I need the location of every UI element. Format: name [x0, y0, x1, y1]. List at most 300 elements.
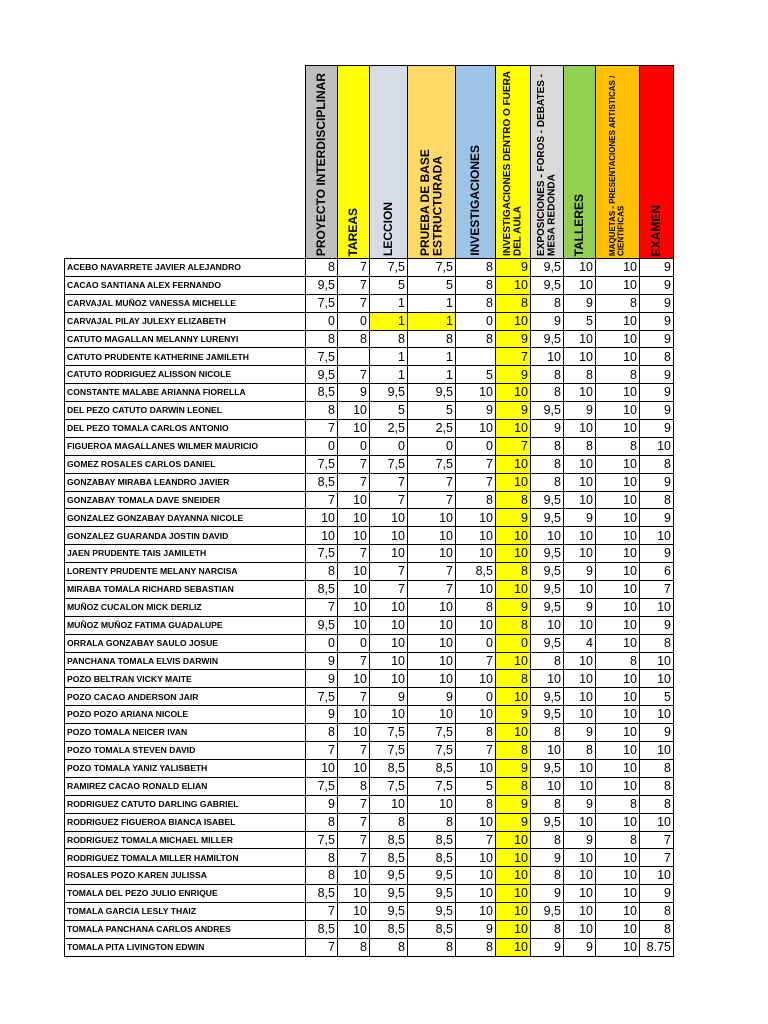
- grade-cell[interactable]: 9: [564, 724, 596, 742]
- grade-cell[interactable]: 10: [496, 384, 531, 402]
- grade-cell[interactable]: 10: [370, 634, 408, 652]
- grade-cell[interactable]: 10: [640, 652, 674, 670]
- grade-cell[interactable]: 9: [408, 688, 456, 706]
- grade-cell[interactable]: 10: [596, 813, 640, 831]
- grade-cell[interactable]: 10: [338, 581, 370, 599]
- grade-cell[interactable]: 10: [596, 616, 640, 634]
- grade-cell[interactable]: 9: [496, 259, 531, 277]
- grade-cell[interactable]: 10: [370, 527, 408, 545]
- grade-cell[interactable]: 10: [370, 616, 408, 634]
- grade-cell[interactable]: 9,5: [306, 366, 338, 384]
- grade-cell[interactable]: 1: [370, 312, 408, 330]
- grade-cell[interactable]: 9: [531, 938, 564, 956]
- grade-cell[interactable]: 8: [456, 938, 496, 956]
- grade-cell[interactable]: 9: [306, 706, 338, 724]
- student-name[interactable]: DEL PEZO CATUTO DARWIN LEONEL: [65, 402, 306, 420]
- grade-cell[interactable]: 8: [640, 455, 674, 473]
- grade-cell[interactable]: 7: [456, 455, 496, 473]
- grade-cell[interactable]: 8,5: [370, 831, 408, 849]
- grade-cell[interactable]: 10: [496, 581, 531, 599]
- grade-cell[interactable]: 9: [496, 598, 531, 616]
- grade-cell[interactable]: 10: [456, 527, 496, 545]
- grade-cell[interactable]: 9: [640, 420, 674, 438]
- grade-cell[interactable]: 8,5: [306, 885, 338, 903]
- grade-cell[interactable]: 5: [564, 312, 596, 330]
- grade-cell[interactable]: 10: [596, 276, 640, 294]
- student-name[interactable]: RAMIREZ CACAO RONALD ELIAN: [65, 777, 306, 795]
- student-name[interactable]: RODRIGUEZ CATUTO DARLING GABRIEL: [65, 795, 306, 813]
- grade-cell[interactable]: 9: [496, 795, 531, 813]
- grade-cell[interactable]: 10: [564, 420, 596, 438]
- grade-cell[interactable]: 7: [640, 849, 674, 867]
- grade-cell[interactable]: 9: [640, 259, 674, 277]
- student-name[interactable]: CONSTANTE MALABE ARIANNA FIORELLA: [65, 384, 306, 402]
- grade-cell[interactable]: 10: [564, 348, 596, 366]
- student-name[interactable]: CARVAJAL PILAY JULEXY ELIZABETH: [65, 312, 306, 330]
- grade-cell[interactable]: 0: [456, 312, 496, 330]
- grade-cell[interactable]: 10: [564, 455, 596, 473]
- grade-cell[interactable]: 4: [564, 634, 596, 652]
- grade-cell[interactable]: 10: [531, 777, 564, 795]
- grade-cell[interactable]: 8: [306, 563, 338, 581]
- grade-cell[interactable]: 10: [338, 491, 370, 509]
- grade-cell[interactable]: 9: [456, 920, 496, 938]
- grade-cell[interactable]: 10: [531, 742, 564, 760]
- grade-cell[interactable]: 9: [531, 885, 564, 903]
- grade-cell[interactable]: 7,5: [370, 455, 408, 473]
- student-name[interactable]: ACEBO NAVARRETE JAVIER ALEJANDRO: [65, 259, 306, 277]
- grade-cell[interactable]: 8: [408, 938, 456, 956]
- grade-cell[interactable]: 10: [496, 831, 531, 849]
- grade-cell[interactable]: 10: [370, 652, 408, 670]
- grade-cell[interactable]: 7: [408, 581, 456, 599]
- grade-cell[interactable]: 8: [640, 759, 674, 777]
- student-name[interactable]: RODRIGUEZ TOMALA MICHAEL MILLER: [65, 831, 306, 849]
- grade-cell[interactable]: 9: [496, 759, 531, 777]
- grade-cell[interactable]: 10: [564, 384, 596, 402]
- grade-cell[interactable]: 10: [564, 688, 596, 706]
- grade-cell[interactable]: 7: [338, 849, 370, 867]
- grade-cell[interactable]: 7: [338, 366, 370, 384]
- grade-cell[interactable]: 9: [640, 509, 674, 527]
- grade-cell[interactable]: 9: [564, 294, 596, 312]
- grade-cell[interactable]: 10: [496, 938, 531, 956]
- grade-cell[interactable]: 8: [596, 366, 640, 384]
- column-header[interactable]: [408, 66, 456, 259]
- grade-cell[interactable]: 8: [531, 294, 564, 312]
- grade-cell[interactable]: 10: [564, 777, 596, 795]
- grade-cell[interactable]: 7: [338, 742, 370, 760]
- grade-cell[interactable]: 9: [640, 545, 674, 563]
- grade-cell[interactable]: 10: [306, 527, 338, 545]
- grade-cell[interactable]: 10: [596, 634, 640, 652]
- grade-cell[interactable]: 9: [640, 384, 674, 402]
- student-name[interactable]: MUÑOZ CUCALON MICK DERLIZ: [65, 598, 306, 616]
- grade-cell[interactable]: 10: [564, 527, 596, 545]
- grade-cell[interactable]: 10: [564, 276, 596, 294]
- grade-cell[interactable]: 8: [531, 795, 564, 813]
- grade-cell[interactable]: 8: [496, 294, 531, 312]
- grade-cell[interactable]: 1: [408, 348, 456, 366]
- grade-cell[interactable]: 9: [564, 938, 596, 956]
- grade-cell[interactable]: 0: [306, 634, 338, 652]
- student-name[interactable]: POZO POZO ARIANA NICOLE: [65, 706, 306, 724]
- grade-cell[interactable]: 10: [596, 920, 640, 938]
- grade-cell[interactable]: 0: [456, 437, 496, 455]
- grade-cell[interactable]: 10: [640, 437, 674, 455]
- grade-cell[interactable]: 10: [338, 598, 370, 616]
- grade-cell[interactable]: 8,5: [306, 920, 338, 938]
- grade-cell[interactable]: 9,5: [531, 545, 564, 563]
- grade-cell[interactable]: 1: [370, 366, 408, 384]
- grade-cell[interactable]: 9: [640, 366, 674, 384]
- grade-cell[interactable]: 9,5: [306, 616, 338, 634]
- student-name[interactable]: CACAO SANTIANA ALEX FERNANDO: [65, 276, 306, 294]
- grade-cell[interactable]: 9: [564, 831, 596, 849]
- grade-cell[interactable]: 8: [640, 348, 674, 366]
- grade-cell[interactable]: 8,5: [306, 384, 338, 402]
- grade-cell[interactable]: 10: [338, 509, 370, 527]
- grade-cell[interactable]: 2,5: [408, 420, 456, 438]
- grade-cell[interactable]: 10: [496, 652, 531, 670]
- grade-cell[interactable]: 9,5: [370, 903, 408, 921]
- grade-cell[interactable]: 10: [564, 759, 596, 777]
- grade-cell[interactable]: 10: [338, 616, 370, 634]
- grade-cell[interactable]: 9: [306, 670, 338, 688]
- grade-cell[interactable]: 8.75: [640, 938, 674, 956]
- student-name[interactable]: POZO BELTRAN VICKY MAITE: [65, 670, 306, 688]
- grade-cell[interactable]: 8: [640, 920, 674, 938]
- grade-cell[interactable]: 10: [596, 348, 640, 366]
- grade-cell[interactable]: 10: [496, 903, 531, 921]
- grade-cell[interactable]: 5: [408, 402, 456, 420]
- grade-cell[interactable]: 10: [596, 509, 640, 527]
- grade-cell[interactable]: 8,5: [370, 849, 408, 867]
- column-header[interactable]: [531, 66, 564, 259]
- grade-cell[interactable]: 0: [338, 312, 370, 330]
- grade-cell[interactable]: 10: [408, 652, 456, 670]
- grade-cell[interactable]: 8: [564, 366, 596, 384]
- grade-cell[interactable]: 10: [596, 742, 640, 760]
- grade-cell[interactable]: 7,5: [408, 724, 456, 742]
- grade-cell[interactable]: 10: [596, 777, 640, 795]
- student-name[interactable]: POZO TOMALA STEVEN DAVID: [65, 742, 306, 760]
- grade-cell[interactable]: 7,5: [306, 294, 338, 312]
- grade-cell[interactable]: 9: [338, 384, 370, 402]
- grade-cell[interactable]: 10: [564, 330, 596, 348]
- grade-cell[interactable]: 9,5: [531, 491, 564, 509]
- column-header[interactable]: [564, 66, 596, 259]
- grade-cell[interactable]: 9,5: [306, 276, 338, 294]
- grade-cell[interactable]: 7: [306, 742, 338, 760]
- grade-cell[interactable]: 10: [640, 742, 674, 760]
- grade-cell[interactable]: 9,5: [408, 885, 456, 903]
- student-name[interactable]: RODRIGUEZ FIGUEROA BIANCA ISABEL: [65, 813, 306, 831]
- grade-cell[interactable]: 7: [338, 294, 370, 312]
- grade-cell[interactable]: 10: [564, 920, 596, 938]
- grade-cell[interactable]: 10: [408, 598, 456, 616]
- grade-cell[interactable]: 9,5: [531, 688, 564, 706]
- column-header[interactable]: [496, 66, 531, 259]
- grade-cell[interactable]: 10: [456, 903, 496, 921]
- grade-cell[interactable]: 10: [596, 759, 640, 777]
- grade-cell[interactable]: 7,5: [370, 259, 408, 277]
- student-name[interactable]: ORRALA GONZABAY SAULO JOSUE: [65, 634, 306, 652]
- grade-cell[interactable]: 8: [456, 598, 496, 616]
- grade-cell[interactable]: 10: [596, 420, 640, 438]
- student-name[interactable]: TOMALA DEL PEZO JULIO ENRIQUE: [65, 885, 306, 903]
- student-name[interactable]: CATUTO MAGALLAN MELANNY LURENYI: [65, 330, 306, 348]
- grade-cell[interactable]: 10: [370, 795, 408, 813]
- grade-cell[interactable]: 8: [456, 491, 496, 509]
- grade-cell[interactable]: 10: [306, 759, 338, 777]
- grade-cell[interactable]: 9: [496, 330, 531, 348]
- grade-cell[interactable]: 10: [596, 563, 640, 581]
- grade-cell[interactable]: 9: [306, 795, 338, 813]
- grade-cell[interactable]: 8: [531, 455, 564, 473]
- grade-cell[interactable]: 9: [531, 420, 564, 438]
- grade-cell[interactable]: 9,5: [531, 598, 564, 616]
- grade-cell[interactable]: 8: [596, 437, 640, 455]
- grade-cell[interactable]: 8: [456, 330, 496, 348]
- grade-cell[interactable]: 10: [640, 527, 674, 545]
- grade-cell[interactable]: 7,5: [408, 777, 456, 795]
- column-header[interactable]: [456, 66, 496, 259]
- student-name[interactable]: TOMALA GARCIA LESLY THAIZ: [65, 903, 306, 921]
- grade-cell[interactable]: 10: [456, 670, 496, 688]
- grade-cell[interactable]: 10: [596, 491, 640, 509]
- grade-cell[interactable]: 7: [408, 491, 456, 509]
- grade-cell[interactable]: 9,5: [531, 813, 564, 831]
- grade-cell[interactable]: 8: [408, 813, 456, 831]
- grade-cell[interactable]: 5: [456, 366, 496, 384]
- grade-cell[interactable]: 1: [408, 312, 456, 330]
- grade-cell[interactable]: [456, 348, 496, 366]
- grade-cell[interactable]: 7: [370, 473, 408, 491]
- student-name[interactable]: MUÑOZ MUÑOZ FATIMA GUADALUPE: [65, 616, 306, 634]
- grade-cell[interactable]: 10: [596, 473, 640, 491]
- grade-cell[interactable]: 10: [596, 706, 640, 724]
- grade-cell[interactable]: 10: [496, 849, 531, 867]
- grade-cell[interactable]: 9: [640, 724, 674, 742]
- grade-cell[interactable]: 9,5: [531, 509, 564, 527]
- grade-cell[interactable]: 9: [496, 402, 531, 420]
- grade-cell[interactable]: 7: [306, 491, 338, 509]
- grade-cell[interactable]: 10: [338, 670, 370, 688]
- grade-cell[interactable]: 10: [496, 276, 531, 294]
- grade-cell[interactable]: 8: [596, 831, 640, 849]
- column-header[interactable]: [306, 66, 338, 259]
- grade-cell[interactable]: 9,5: [531, 581, 564, 599]
- grade-cell[interactable]: 7: [338, 813, 370, 831]
- grade-cell[interactable]: 8: [456, 724, 496, 742]
- grade-cell[interactable]: 10: [640, 813, 674, 831]
- grade-cell[interactable]: 10: [338, 920, 370, 938]
- grade-cell[interactable]: 7: [408, 563, 456, 581]
- grade-cell[interactable]: 10: [531, 527, 564, 545]
- grade-cell[interactable]: 8: [496, 563, 531, 581]
- grade-cell[interactable]: 10: [564, 867, 596, 885]
- student-name[interactable]: CATUTO RODRIGUEZ ALISSON NICOLE: [65, 366, 306, 384]
- grade-cell[interactable]: 10: [640, 706, 674, 724]
- grade-cell[interactable]: 10: [408, 670, 456, 688]
- grade-cell[interactable]: 10: [338, 420, 370, 438]
- grade-cell[interactable]: 10: [338, 759, 370, 777]
- grade-cell[interactable]: 10: [596, 259, 640, 277]
- grade-cell[interactable]: 10: [564, 813, 596, 831]
- grade-cell[interactable]: 7: [496, 437, 531, 455]
- grade-cell[interactable]: 10: [496, 473, 531, 491]
- grade-cell[interactable]: 9: [564, 509, 596, 527]
- grade-cell[interactable]: 7: [456, 831, 496, 849]
- grade-cell[interactable]: 10: [456, 616, 496, 634]
- grade-cell[interactable]: 7,5: [306, 688, 338, 706]
- grade-cell[interactable]: 5: [640, 688, 674, 706]
- grade-cell[interactable]: 10: [564, 259, 596, 277]
- grade-cell[interactable]: 7,5: [408, 259, 456, 277]
- grade-cell[interactable]: 10: [456, 384, 496, 402]
- grade-cell[interactable]: 10: [496, 688, 531, 706]
- grade-cell[interactable]: 8: [531, 831, 564, 849]
- grade-cell[interactable]: 10: [338, 706, 370, 724]
- grade-cell[interactable]: 8,5: [408, 759, 456, 777]
- grade-cell[interactable]: 7: [456, 473, 496, 491]
- grade-cell[interactable]: 9,5: [531, 563, 564, 581]
- grade-cell[interactable]: 9: [640, 330, 674, 348]
- student-name[interactable]: GONZABAY MIRABA LEANDRO JAVIER: [65, 473, 306, 491]
- grade-cell[interactable]: 7: [496, 348, 531, 366]
- grade-cell[interactable]: 7: [370, 563, 408, 581]
- grade-cell[interactable]: 7: [306, 938, 338, 956]
- grade-cell[interactable]: 9,5: [531, 903, 564, 921]
- student-name[interactable]: GONZABAY TOMALA DAVE SNEIDER: [65, 491, 306, 509]
- grade-cell[interactable]: 7,5: [306, 348, 338, 366]
- grade-cell[interactable]: 10: [338, 724, 370, 742]
- grade-cell[interactable]: 10: [564, 706, 596, 724]
- grade-cell[interactable]: 8,5: [456, 563, 496, 581]
- grade-cell[interactable]: [338, 348, 370, 366]
- grade-cell[interactable]: 10: [596, 330, 640, 348]
- student-name[interactable]: ROSALES POZO KAREN JULISSA: [65, 867, 306, 885]
- grade-cell[interactable]: 7,5: [370, 742, 408, 760]
- grade-cell[interactable]: 0: [338, 437, 370, 455]
- grade-cell[interactable]: 9: [564, 795, 596, 813]
- grade-cell[interactable]: 8: [370, 330, 408, 348]
- grade-cell[interactable]: 9: [640, 276, 674, 294]
- grade-cell[interactable]: 9: [531, 312, 564, 330]
- grade-cell[interactable]: 10: [596, 402, 640, 420]
- grade-cell[interactable]: 7,5: [408, 742, 456, 760]
- grade-cell[interactable]: 8: [306, 724, 338, 742]
- grade-cell[interactable]: 10: [640, 867, 674, 885]
- column-header[interactable]: [370, 66, 408, 259]
- grade-cell[interactable]: 10: [338, 527, 370, 545]
- grade-cell[interactable]: 9: [640, 473, 674, 491]
- grade-cell[interactable]: 7,5: [306, 777, 338, 795]
- grade-cell[interactable]: 8: [338, 330, 370, 348]
- grade-cell[interactable]: 5: [370, 402, 408, 420]
- grade-cell[interactable]: 7: [456, 652, 496, 670]
- grade-cell[interactable]: 7: [338, 545, 370, 563]
- grade-cell[interactable]: 7,5: [370, 777, 408, 795]
- grade-cell[interactable]: 10: [496, 920, 531, 938]
- grade-cell[interactable]: 10: [596, 581, 640, 599]
- grade-cell[interactable]: 8: [456, 294, 496, 312]
- grade-cell[interactable]: 9,5: [408, 384, 456, 402]
- grade-cell[interactable]: 7: [306, 420, 338, 438]
- grade-cell[interactable]: 8: [306, 813, 338, 831]
- grade-cell[interactable]: 8: [596, 652, 640, 670]
- grade-cell[interactable]: 8: [640, 903, 674, 921]
- grade-cell[interactable]: 5: [456, 777, 496, 795]
- grade-cell[interactable]: 10: [564, 473, 596, 491]
- grade-cell[interactable]: 0: [496, 634, 531, 652]
- grade-cell[interactable]: 10: [564, 491, 596, 509]
- grade-cell[interactable]: 8: [496, 670, 531, 688]
- student-name[interactable]: TOMALA PANCHANA CARLOS ANDRES: [65, 920, 306, 938]
- grade-cell[interactable]: 10: [456, 420, 496, 438]
- grade-cell[interactable]: 9,5: [370, 885, 408, 903]
- student-name[interactable]: GONZALEZ GONZABAY DAYANNA NICOLE: [65, 509, 306, 527]
- column-header[interactable]: [640, 66, 674, 259]
- student-name[interactable]: POZO CACAO ANDERSON JAIR: [65, 688, 306, 706]
- grade-cell[interactable]: 10: [596, 545, 640, 563]
- grade-cell[interactable]: 9: [370, 688, 408, 706]
- grade-cell[interactable]: 10: [596, 455, 640, 473]
- grade-cell[interactable]: 7: [456, 742, 496, 760]
- grade-cell[interactable]: 8: [496, 742, 531, 760]
- grade-cell[interactable]: 7,5: [306, 545, 338, 563]
- grade-cell[interactable]: 9: [531, 849, 564, 867]
- grade-cell[interactable]: 10: [531, 670, 564, 688]
- grade-cell[interactable]: 8: [496, 616, 531, 634]
- grade-cell[interactable]: 10: [456, 885, 496, 903]
- grade-cell[interactable]: 8: [306, 402, 338, 420]
- grade-cell[interactable]: 9: [640, 885, 674, 903]
- grade-cell[interactable]: 7,5: [408, 455, 456, 473]
- grade-cell[interactable]: 10: [370, 545, 408, 563]
- grade-cell[interactable]: 5: [370, 276, 408, 294]
- grade-cell[interactable]: 9,5: [531, 259, 564, 277]
- grade-cell[interactable]: 9,5: [370, 867, 408, 885]
- grade-cell[interactable]: 10: [564, 670, 596, 688]
- student-name[interactable]: FIGUEROA MAGALLANES WILMER MAURICIO: [65, 437, 306, 455]
- grade-cell[interactable]: 10: [564, 652, 596, 670]
- grade-cell[interactable]: 7: [338, 259, 370, 277]
- student-name[interactable]: CARVAJAL MUÑOZ VANESSA MICHELLE: [65, 294, 306, 312]
- grade-cell[interactable]: 10: [496, 724, 531, 742]
- grade-cell[interactable]: 7: [338, 276, 370, 294]
- grade-cell[interactable]: 10: [456, 545, 496, 563]
- grade-cell[interactable]: 10: [456, 509, 496, 527]
- grade-cell[interactable]: 9,5: [370, 384, 408, 402]
- grade-cell[interactable]: 10: [596, 670, 640, 688]
- grade-cell[interactable]: 10: [596, 384, 640, 402]
- grade-cell[interactable]: 9: [564, 598, 596, 616]
- grade-cell[interactable]: 8: [640, 795, 674, 813]
- grade-cell[interactable]: 9: [640, 402, 674, 420]
- grade-cell[interactable]: 10: [496, 867, 531, 885]
- student-name[interactable]: GOMEZ ROSALES CARLOS DANIEL: [65, 455, 306, 473]
- grade-cell[interactable]: 10: [456, 581, 496, 599]
- grade-cell[interactable]: 8: [531, 366, 564, 384]
- grade-cell[interactable]: 10: [564, 581, 596, 599]
- grade-cell[interactable]: 8,5: [408, 920, 456, 938]
- grade-cell[interactable]: 8,5: [306, 581, 338, 599]
- grade-cell[interactable]: 9,5: [531, 276, 564, 294]
- grade-cell[interactable]: 7: [408, 473, 456, 491]
- grade-cell[interactable]: 1: [408, 294, 456, 312]
